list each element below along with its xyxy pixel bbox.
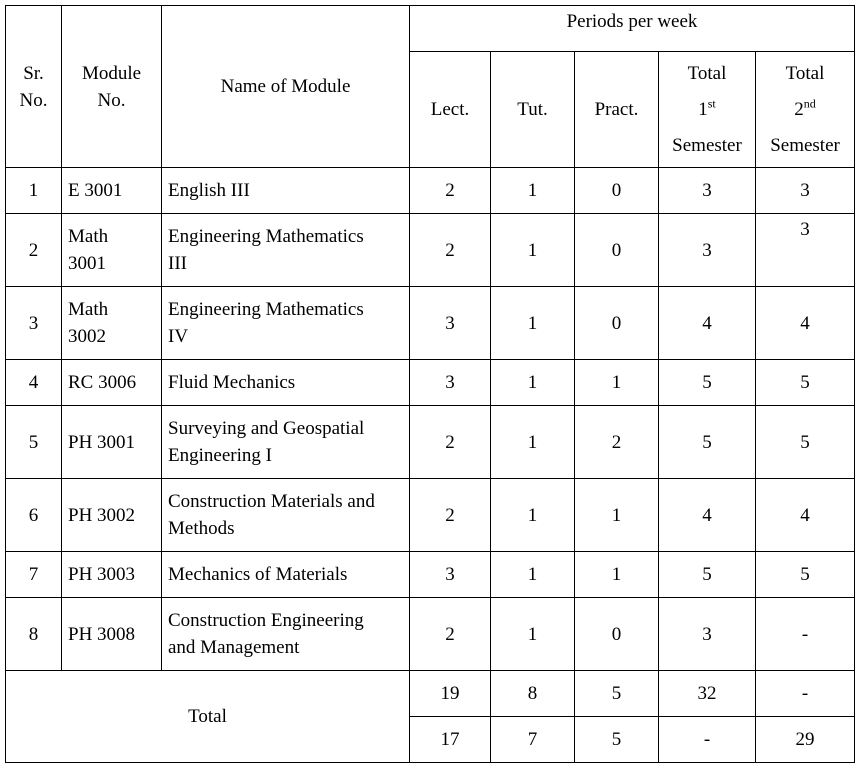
totals-row-1	[6, 671, 855, 717]
total-2nd-cell: 3	[756, 214, 855, 287]
total-2nd-cell: -	[756, 598, 855, 671]
total-1st-cell: 3	[659, 214, 756, 287]
sr-no-cell: 5	[6, 406, 62, 479]
lect-cell: 3	[410, 287, 491, 360]
table-body	[6, 168, 855, 671]
sr-no-cell: 8	[6, 598, 62, 671]
tut-cell: 1	[491, 406, 575, 479]
module-name-cell: Engineering Mathematics IV	[162, 287, 410, 360]
module-no-cell: RC 3006	[62, 360, 162, 406]
tut-cell: 1	[491, 287, 575, 360]
pract-cell: 1	[575, 360, 659, 406]
total-cell: -	[659, 717, 756, 763]
tut-cell: 1	[491, 598, 575, 671]
col-header-name-of-module: Name of Module	[162, 6, 410, 168]
lect-cell: 3	[410, 360, 491, 406]
lect-cell: 2	[410, 406, 491, 479]
total-cell: 17	[410, 717, 491, 763]
header-row-1	[6, 6, 855, 52]
total-2nd-cell: 4	[756, 287, 855, 360]
col-header-lect: Lect.	[410, 52, 491, 168]
totals-label: Total	[6, 671, 410, 763]
table-row	[6, 552, 855, 598]
total-2nd-cell: 5	[756, 406, 855, 479]
module-name-cell: English III	[162, 168, 410, 214]
module-name-cell: Engineering Mathematics III	[162, 214, 410, 287]
tut-cell: 1	[491, 214, 575, 287]
lect-cell: 2	[410, 598, 491, 671]
total-cell: -	[756, 671, 855, 717]
total-2nd-cell: 3	[756, 168, 855, 214]
total-2nd-cell: 4	[756, 479, 855, 552]
lect-cell: 2	[410, 168, 491, 214]
module-name-cell: Fluid Mechanics	[162, 360, 410, 406]
module-name-cell: Construction Materials and Methods	[162, 479, 410, 552]
col-header-tut: Tut.	[491, 52, 575, 168]
pract-cell: 1	[575, 479, 659, 552]
total-cell: 5	[575, 717, 659, 763]
pract-cell: 1	[575, 552, 659, 598]
col-header-pract: Pract.	[575, 52, 659, 168]
col-header-total-2nd-semester: Total 2nd Semester	[756, 52, 855, 168]
sr-no-cell: 7	[6, 552, 62, 598]
total-2nd-cell: 5	[756, 360, 855, 406]
sr-no-cell: 4	[6, 360, 62, 406]
col-header-sr-no: Sr. No.	[6, 6, 62, 168]
total-1st-cell: 4	[659, 287, 756, 360]
pract-cell: 0	[575, 598, 659, 671]
total-1st-cell: 5	[659, 360, 756, 406]
pract-cell: 0	[575, 168, 659, 214]
table-row	[6, 598, 855, 671]
tut-cell: 1	[491, 552, 575, 598]
pract-cell: 0	[575, 214, 659, 287]
total-1st-cell: 3	[659, 168, 756, 214]
total-2nd-cell: 5	[756, 552, 855, 598]
lect-cell: 2	[410, 479, 491, 552]
total-cell: 32	[659, 671, 756, 717]
total-cell: 7	[491, 717, 575, 763]
total-1st-cell: 4	[659, 479, 756, 552]
module-no-cell: PH 3001	[62, 406, 162, 479]
col-header-total-1st-semester: Total 1st Semester	[659, 52, 756, 168]
totals-body	[6, 671, 855, 763]
pract-cell: 2	[575, 406, 659, 479]
module-name-cell: Construction Engineering and Management	[162, 598, 410, 671]
total-1st-cell: 5	[659, 552, 756, 598]
total-cell: 8	[491, 671, 575, 717]
total-cell: 19	[410, 671, 491, 717]
pract-cell: 0	[575, 287, 659, 360]
lect-cell: 2	[410, 214, 491, 287]
total-cell: 5	[575, 671, 659, 717]
tut-cell: 1	[491, 360, 575, 406]
module-name-cell: Mechanics of Materials	[162, 552, 410, 598]
col-header-module-no: Module No.	[62, 6, 162, 168]
sr-no-cell: 1	[6, 168, 62, 214]
table-row	[6, 479, 855, 552]
module-name-cell: Surveying and Geospatial Engineering I	[162, 406, 410, 479]
sr-no-cell: 6	[6, 479, 62, 552]
tut-cell: 1	[491, 479, 575, 552]
col-header-periods-per-week: Periods per week	[410, 6, 855, 52]
table-row	[6, 168, 855, 214]
curriculum-table	[5, 5, 855, 763]
module-no-cell: PH 3002	[62, 479, 162, 552]
table-row	[6, 287, 855, 360]
sr-no-cell: 2	[6, 214, 62, 287]
table-row	[6, 214, 855, 287]
sr-no-cell: 3	[6, 287, 62, 360]
total-1st-cell: 3	[659, 598, 756, 671]
table-row	[6, 406, 855, 479]
module-no-cell: PH 3008	[62, 598, 162, 671]
total-1st-cell: 5	[659, 406, 756, 479]
table-row	[6, 360, 855, 406]
module-no-cell: Math 3002	[62, 287, 162, 360]
total-cell: 29	[756, 717, 855, 763]
module-no-cell: Math 3001	[62, 214, 162, 287]
module-no-cell: E 3001	[62, 168, 162, 214]
tut-cell: 1	[491, 168, 575, 214]
module-no-cell: PH 3003	[62, 552, 162, 598]
lect-cell: 3	[410, 552, 491, 598]
